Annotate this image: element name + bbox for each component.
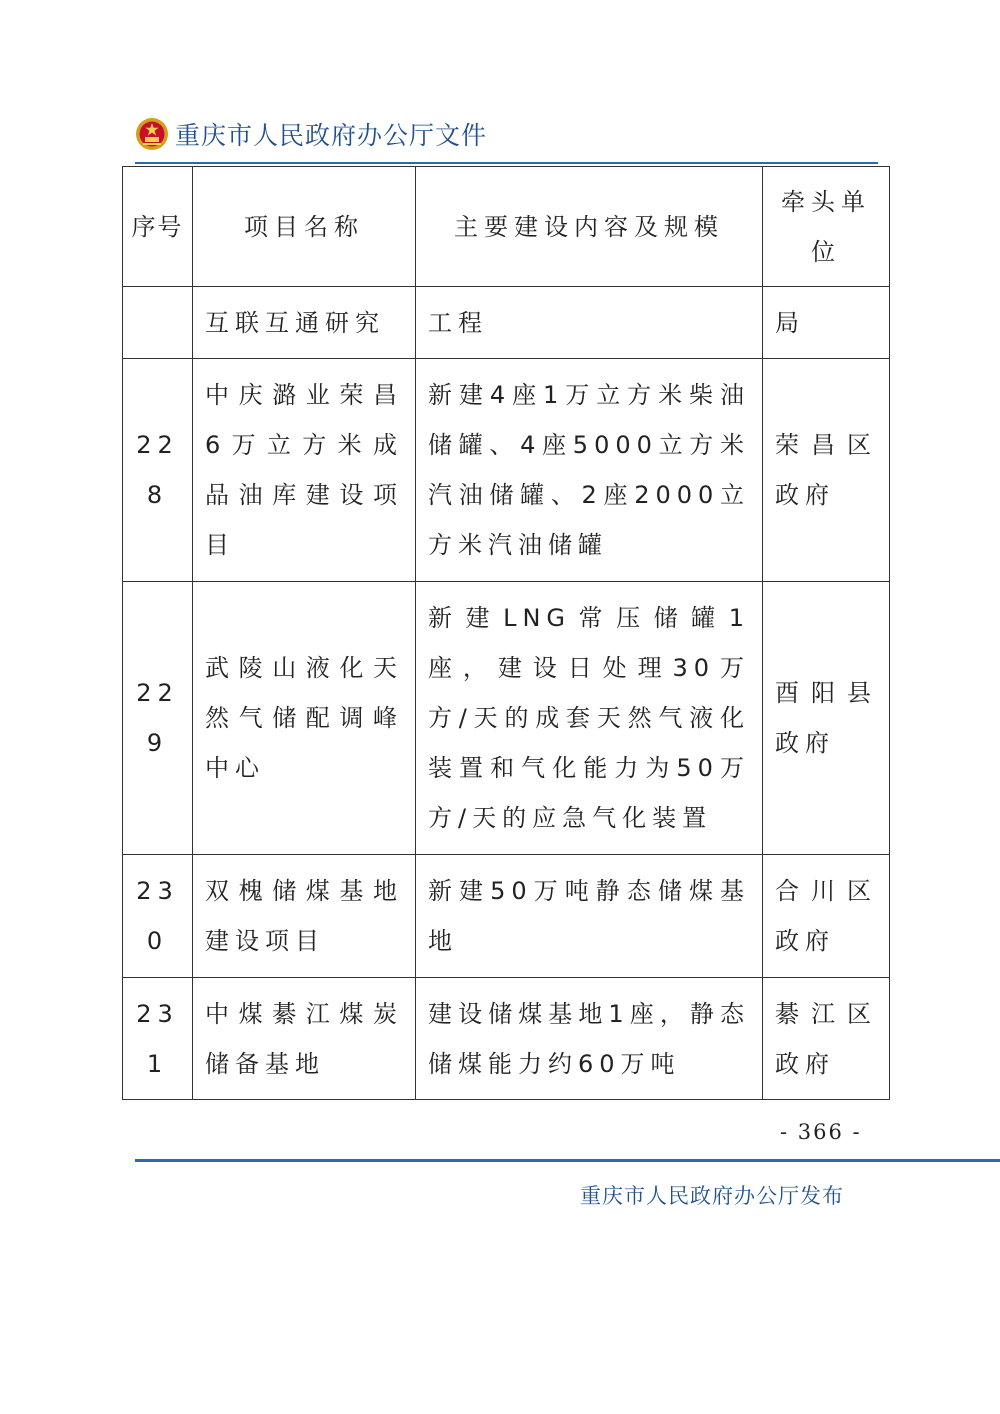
row-lead: 局 (763, 287, 890, 359)
page-number: - 366 - (780, 1120, 862, 1144)
header-divider (135, 162, 878, 164)
project-table (122, 166, 890, 1100)
row-content: 新建4座1万立方米柴油储罐、4座5000立方米汽油储罐、2座2000立方米汽油储罐 (416, 359, 763, 582)
document-header (135, 112, 487, 156)
table-row (123, 287, 890, 359)
row-seq: 229 (123, 582, 193, 855)
row-content: 建设储煤基地1座，静态储煤能力约60万吨 (416, 978, 763, 1100)
row-name: 武陵山液化天然气储配调峰中心 (193, 582, 416, 855)
header-lead: 牵头单位 (763, 167, 890, 287)
header-content: 主要建设内容及规模 (416, 167, 763, 287)
row-lead: 酉阳县政府 (763, 582, 890, 855)
row-content: 新建LNG常压储罐1座，建设日处理30万方/天的成套天然气液化装置和气化能力为50万方/天的应急气化装置 (416, 582, 763, 855)
header-seq: 序号 (123, 167, 193, 287)
row-seq: 230 (123, 855, 193, 978)
row-name: 互联互通研究 (193, 287, 416, 359)
row-content: 新建50万吨静态储煤基地 (416, 855, 763, 978)
table-row (123, 855, 890, 978)
row-lead: 合川区政府 (763, 855, 890, 978)
footer-divider (135, 1159, 1000, 1162)
row-name: 中庆潞业荣昌6万立方米成品油库建设项目 (193, 359, 416, 582)
row-name: 中煤綦江煤炭储备基地 (193, 978, 416, 1100)
row-seq: 231 (123, 978, 193, 1100)
header-title: 重庆市人民政府办公厅文件 (175, 121, 488, 150)
header-name: 项目名称 (193, 167, 416, 287)
table-row (123, 978, 890, 1100)
row-seq: 228 (123, 359, 193, 582)
row-lead: 荣昌区政府 (763, 359, 890, 582)
table-header-row (123, 167, 890, 287)
row-lead: 綦江区政府 (763, 978, 890, 1100)
table-row (123, 359, 890, 582)
row-content: 工程 (416, 287, 763, 359)
national-emblem-icon (135, 117, 169, 151)
row-name: 双槐储煤基地建设项目 (193, 855, 416, 978)
footer-text: 重庆市人民政府办公厅发布 (580, 1184, 844, 1208)
row-seq (123, 287, 193, 359)
table-row (123, 582, 890, 855)
